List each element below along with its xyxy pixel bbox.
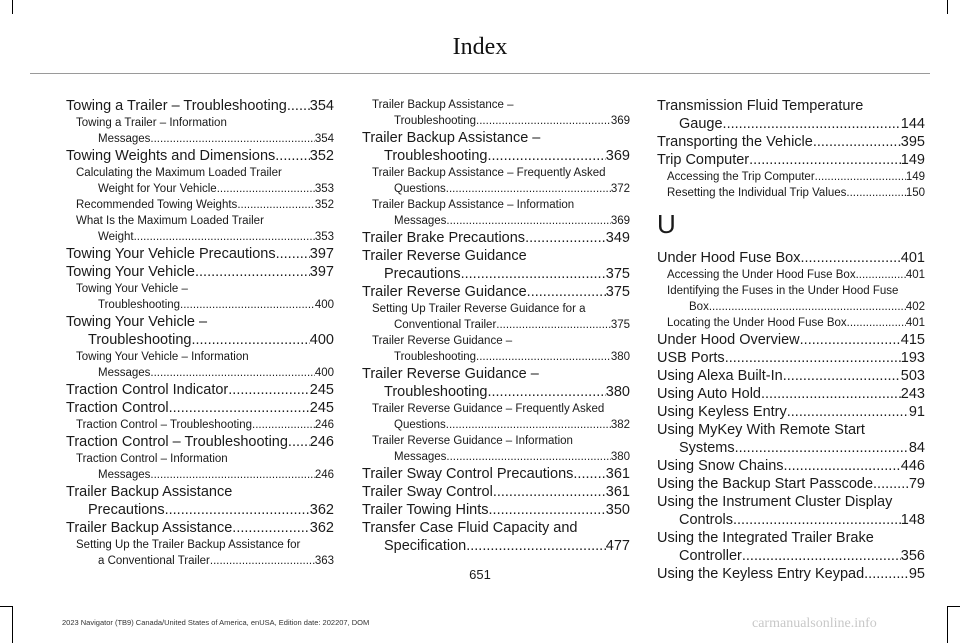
dot-leader <box>232 519 310 537</box>
index-subentry[interactable] <box>362 433 630 465</box>
dot-leader <box>134 229 315 245</box>
index-page-ref[interactable]: 79 <box>908 476 925 492</box>
index-entry-text: Systems <box>679 440 735 456</box>
dot-leader <box>761 385 901 403</box>
index-entry-text: Using the Instrument Cluster Display <box>657 494 893 510</box>
index-page-ref[interactable]: 382 <box>610 419 630 431</box>
index-entry[interactable] <box>657 133 925 151</box>
index-section-letter: U <box>657 209 676 239</box>
index-entry-text: Trailer Backup Assistance – <box>362 130 541 146</box>
index-entry[interactable] <box>362 365 630 401</box>
index-entry-text: Using Auto Hold <box>657 386 761 402</box>
index-entry[interactable] <box>657 331 925 349</box>
index-entry-text: Using the Integrated Trailer Brake <box>657 530 874 546</box>
dot-leader <box>461 265 606 283</box>
dot-leader <box>749 151 901 169</box>
index-entry-text: Trailer Brake Precautions <box>362 230 526 246</box>
index-entry-text: Precautions <box>88 502 165 518</box>
index-page-ref[interactable]: 356 <box>900 548 925 564</box>
index-subentry[interactable] <box>362 165 630 197</box>
index-entry[interactable] <box>657 421 925 457</box>
page-title: Index <box>452 34 508 60</box>
index-entry[interactable] <box>362 519 630 555</box>
index-column-3 <box>657 97 925 583</box>
index-entry[interactable] <box>657 457 925 475</box>
index-entry-text: Trailer Reverse Guidance – <box>362 366 539 382</box>
index-page-ref[interactable]: 375 <box>605 284 630 300</box>
index-subentry[interactable] <box>657 267 925 283</box>
crop-mark-bottom-right-h <box>948 606 960 607</box>
index-page-ref[interactable]: 150 <box>905 187 925 199</box>
index-subentry[interactable] <box>66 115 334 147</box>
dot-leader <box>476 349 611 365</box>
index-page-ref[interactable]: 372 <box>610 183 630 195</box>
index-entry-text: What Is the Maximum Loaded Trailer <box>76 215 264 227</box>
index-page-ref[interactable]: 245 <box>309 400 334 416</box>
index-page-ref[interactable]: 402 <box>905 301 925 313</box>
index-entry-text: Trailer Backup Assistance – Information <box>372 199 575 211</box>
index-entry-text: Messages <box>98 469 151 481</box>
index-entry-text: Calculating the Maximum Loaded Trailer <box>76 167 282 179</box>
index-page-ref[interactable]: 352 <box>314 199 334 211</box>
index-entry-text: Trailer Backup Assistance – Frequently Asked <box>372 167 606 179</box>
index-page-ref[interactable]: 246 <box>309 434 334 450</box>
index-entry[interactable] <box>66 147 334 165</box>
index-page-ref[interactable]: 84 <box>908 440 925 456</box>
index-entry[interactable] <box>66 97 334 115</box>
dot-leader <box>287 97 310 115</box>
index-entry-text: Trailer Reverse Guidance – Information <box>372 435 573 447</box>
index-subentry[interactable] <box>362 301 630 333</box>
dot-leader <box>191 331 309 349</box>
index-page-ref[interactable]: 375 <box>610 319 630 331</box>
index-page-ref[interactable]: 353 <box>314 231 334 243</box>
index-entry-text: Messages <box>394 451 447 463</box>
index-entry-text: Messages <box>394 215 447 227</box>
index-page-ref[interactable]: 352 <box>309 148 334 164</box>
index-entry-text: Questions <box>394 183 446 195</box>
index-entry-text: Towing a Trailer – Troubleshooting <box>66 98 287 114</box>
index-entry-text: Using the Keyless Entry Keypad <box>657 566 865 582</box>
dot-leader <box>573 465 605 483</box>
index-entry-text: Troubleshooting <box>394 115 477 127</box>
dot-leader <box>276 245 310 263</box>
crop-mark-top-right-v <box>947 0 948 14</box>
index-entry-text: Specification <box>384 538 467 554</box>
dot-leader <box>150 365 314 381</box>
dot-leader <box>217 181 315 197</box>
index-page-ref[interactable]: 400 <box>314 299 334 311</box>
index-entry[interactable] <box>657 385 925 403</box>
index-entry-text: Traction Control Indicator <box>66 382 229 398</box>
page-number: 651 <box>469 567 491 582</box>
index-subentry[interactable] <box>66 197 334 213</box>
index-entry[interactable] <box>657 349 925 367</box>
dot-leader <box>846 185 905 201</box>
index-page-ref[interactable]: 362 <box>309 502 334 518</box>
index-page-ref[interactable]: 401 <box>905 317 925 329</box>
index-subentry[interactable] <box>657 315 925 331</box>
dot-leader <box>723 115 901 133</box>
dot-leader <box>150 131 314 147</box>
index-page-ref[interactable]: 503 <box>900 368 925 384</box>
watermark: carmanualsonline.info <box>752 616 877 631</box>
index-entry[interactable] <box>66 313 334 349</box>
crop-mark-bottom-left-v <box>12 606 13 643</box>
index-entry[interactable] <box>657 367 925 385</box>
dot-leader <box>487 383 605 401</box>
index-page-ref[interactable]: 144 <box>900 116 925 132</box>
index-entry-text: Using MyKey With Remote Start <box>657 422 865 438</box>
index-entry-text: Traction Control <box>66 400 169 416</box>
index-entry[interactable] <box>657 529 925 565</box>
index-entry[interactable] <box>362 283 630 301</box>
index-entry-text: Accessing the Trip Computer <box>667 171 815 183</box>
dot-leader <box>800 249 900 267</box>
index-entry[interactable] <box>362 501 630 519</box>
dot-leader <box>446 181 611 197</box>
index-entry-text: Towing Your Vehicle Precautions <box>66 246 276 262</box>
index-page-ref[interactable]: 349 <box>605 230 630 246</box>
dot-leader <box>275 147 310 165</box>
index-entry-text: Accessing the Under Hood Fuse Box <box>667 269 856 281</box>
index-entry-text: Using the Backup Start Passcode <box>657 476 874 492</box>
dot-leader <box>496 317 611 333</box>
index-entry-text: Towing Weights and Dimensions <box>66 148 276 164</box>
index-entry-text: Troubleshooting <box>384 384 488 400</box>
index-subentry[interactable] <box>362 197 630 229</box>
index-page-ref[interactable]: 246 <box>314 419 334 431</box>
index-entry-text: Under Hood Fuse Box <box>657 250 801 266</box>
dot-leader <box>252 417 315 433</box>
index-entry[interactable] <box>657 403 925 421</box>
index-page-ref[interactable]: 148 <box>900 512 925 528</box>
index-entry-text: Transmission Fluid Temperature <box>657 98 864 114</box>
index-entry-text: Identifying the Fuses in the Under Hood Fuse <box>667 285 899 297</box>
index-page-ref[interactable]: 354 <box>314 133 334 145</box>
index-entry[interactable] <box>362 229 630 247</box>
index-entry-text: Troubleshooting <box>384 148 488 164</box>
index-entry-text: Weight for Your Vehicle <box>98 183 217 195</box>
index-page-ref[interactable]: 397 <box>309 246 334 262</box>
index-entry[interactable] <box>362 247 630 283</box>
index-subentry[interactable] <box>66 349 334 381</box>
dot-leader <box>476 113 611 129</box>
index-subentry[interactable] <box>657 283 925 315</box>
index-entry[interactable] <box>66 263 334 281</box>
index-page-ref[interactable]: 243 <box>900 386 925 402</box>
index-entry[interactable] <box>362 483 630 501</box>
dot-leader <box>446 417 611 433</box>
index-entry-text: Trailer Backup Assistance – <box>372 99 514 111</box>
index-entry-text: Trip Computer <box>657 152 750 168</box>
index-entry-text: Transporting the Vehicle <box>657 134 813 150</box>
index-entry[interactable] <box>657 475 925 493</box>
index-entry-text: Messages <box>98 133 151 145</box>
index-subentry[interactable] <box>66 451 334 483</box>
index-entry-text: Trailer Backup Assistance <box>66 520 233 536</box>
dot-leader <box>489 501 606 519</box>
index-page-ref[interactable]: 401 <box>905 269 925 281</box>
index-entry[interactable] <box>657 97 925 133</box>
index-page-ref[interactable]: 361 <box>605 466 630 482</box>
dot-leader <box>783 367 901 385</box>
dot-leader <box>856 267 906 283</box>
index-entry-text: Under Hood Overview <box>657 332 800 348</box>
index-entry-text: Traction Control – Troubleshooting <box>66 434 288 450</box>
index-entry[interactable] <box>66 381 334 399</box>
index-entry-text: Setting Up the Trailer Backup Assistance for <box>76 539 301 551</box>
index-entry-text: Towing a Trailer – Information <box>76 117 227 129</box>
index-page-ref[interactable]: 246 <box>314 469 334 481</box>
index-page-ref[interactable]: 361 <box>605 484 630 500</box>
dot-leader <box>446 213 610 229</box>
index-entry-text: Trailer Sway Control <box>362 484 493 500</box>
index-page-ref[interactable]: 415 <box>900 332 925 348</box>
index-subentry[interactable] <box>362 333 630 365</box>
dot-leader <box>466 537 606 555</box>
index-page-ref[interactable]: 91 <box>908 404 925 420</box>
dot-leader <box>815 169 906 185</box>
index-subentry[interactable] <box>66 417 334 433</box>
dot-leader <box>487 147 605 165</box>
dot-leader <box>180 297 315 313</box>
index-entry-text: Trailer Towing Hints <box>362 502 489 518</box>
index-page-ref[interactable]: 400 <box>309 332 334 348</box>
index-page-ref[interactable]: 149 <box>900 152 925 168</box>
index-entry[interactable] <box>66 399 334 417</box>
index-subentry[interactable] <box>362 97 630 129</box>
dot-leader <box>527 283 606 301</box>
index-entry[interactable] <box>66 245 334 263</box>
index-entry-text: Troubleshooting <box>394 351 477 363</box>
index-entry-text: Trailer Reverse Guidance <box>362 248 527 264</box>
index-entry-text: Towing Your Vehicle – <box>76 283 188 295</box>
index-page-ref[interactable]: 369 <box>610 115 630 127</box>
index-entry-text: USB Ports <box>657 350 725 366</box>
dot-leader <box>725 349 901 367</box>
index-entry-text: Setting Up Trailer Reverse Guidance for a <box>372 303 586 315</box>
index-page-ref[interactable]: 193 <box>900 350 925 366</box>
index-entry-text: Towing Your Vehicle <box>66 264 195 280</box>
index-subentry[interactable] <box>66 213 334 245</box>
index-entry-text: Traction Control – Information <box>76 453 228 465</box>
index-entry-text: Transfer Case Fluid Capacity and <box>362 520 578 536</box>
footer-edition-text: 2023 Navigator (TB9) Canada/United States of America, enUSA, Edition date: 202207, DOM <box>62 618 370 627</box>
index-page-ref[interactable]: 245 <box>309 382 334 398</box>
index-entry-text: Traction Control – Troubleshooting <box>76 419 253 431</box>
index-page-ref[interactable]: 353 <box>314 183 334 195</box>
index-page-ref[interactable]: 369 <box>605 148 630 164</box>
index-entry[interactable] <box>657 493 925 529</box>
index-page-ref[interactable]: 380 <box>610 451 630 463</box>
index-entry-text: Resetting the Individual Trip Values <box>667 187 847 199</box>
index-subentry[interactable] <box>657 185 925 201</box>
index-subentry[interactable] <box>362 401 630 433</box>
index-entry-text: Gauge <box>679 116 723 132</box>
index-entry-text: Towing Your Vehicle – Information <box>76 351 249 363</box>
index-entry-text: Troubleshooting <box>88 332 192 348</box>
index-entry-text: Trailer Sway Control Precautions <box>362 466 574 482</box>
index-entry-text: Box <box>689 301 709 313</box>
dot-leader <box>195 263 310 281</box>
index-entry[interactable] <box>66 519 334 537</box>
index-entry-text: Troubleshooting <box>98 299 181 311</box>
index-page-ref[interactable]: 363 <box>314 555 334 567</box>
index-page-ref[interactable]: 401 <box>900 250 925 266</box>
dot-leader <box>847 315 906 331</box>
index-page-ref[interactable]: 477 <box>605 538 630 554</box>
crop-mark-bottom-right-v <box>947 606 948 643</box>
index-entry-text: Conventional Trailer <box>394 319 497 331</box>
index-column-1 <box>66 97 334 569</box>
dot-leader <box>784 457 901 475</box>
index-page-ref[interactable]: 446 <box>900 458 925 474</box>
index-entry-text: Recommended Towing Weights <box>76 199 238 211</box>
index-page-ref[interactable]: 397 <box>309 264 334 280</box>
index-entry-text: Locating the Under Hood Fuse Box <box>667 317 847 329</box>
dot-leader <box>446 449 610 465</box>
index-page-ref[interactable]: 149 <box>905 171 925 183</box>
dot-leader <box>742 547 901 565</box>
index-entry-text: Precautions <box>384 266 461 282</box>
index-page-ref[interactable]: 400 <box>314 367 334 379</box>
dot-leader <box>165 501 310 519</box>
index-subentry[interactable] <box>66 165 334 197</box>
index-page-ref[interactable]: 354 <box>309 98 334 114</box>
dot-leader <box>709 299 906 315</box>
index-entry-text: Trailer Reverse Guidance – Frequently Asked <box>372 403 605 415</box>
dot-leader <box>800 331 901 349</box>
index-entry-text: Towing Your Vehicle – <box>66 314 208 330</box>
index-entry-text: Messages <box>98 367 151 379</box>
index-entry-text: Using Snow Chains <box>657 458 784 474</box>
dot-leader <box>735 439 909 457</box>
index-entry-text: Trailer Reverse Guidance <box>362 284 527 300</box>
index-entry[interactable] <box>657 249 925 267</box>
index-entry-text: Controls <box>679 512 733 528</box>
crop-mark-top-left-v <box>12 0 13 14</box>
index-subentry[interactable] <box>66 281 334 313</box>
index-page-ref[interactable]: 375 <box>605 266 630 282</box>
index-page-ref[interactable]: 95 <box>908 566 925 582</box>
index-entry-text: Questions <box>394 419 446 431</box>
dot-leader <box>873 475 909 493</box>
index-entry[interactable] <box>66 433 334 451</box>
index-page-ref[interactable]: 395 <box>900 134 925 150</box>
index-entry-text: Trailer Reverse Guidance – <box>372 335 513 347</box>
crop-mark-bottom-left-h <box>0 606 12 607</box>
dot-leader <box>733 511 901 529</box>
dot-leader <box>525 229 606 247</box>
index-entry-text: a Conventional Trailer <box>98 555 210 567</box>
index-page-ref[interactable]: 369 <box>610 215 630 227</box>
index-entry[interactable] <box>362 129 630 165</box>
dot-leader <box>787 403 909 421</box>
index-page-ref[interactable]: 380 <box>610 351 630 363</box>
dot-leader <box>288 433 310 451</box>
index-entry-text: Controller <box>679 548 742 564</box>
index-entry-text: Using Keyless Entry <box>657 404 787 420</box>
dot-leader <box>228 381 310 399</box>
index-entry[interactable] <box>657 151 925 169</box>
index-page-ref[interactable]: 362 <box>309 520 334 536</box>
dot-leader <box>150 467 314 483</box>
index-page-ref[interactable]: 380 <box>605 384 630 400</box>
index-page-ref[interactable]: 350 <box>605 502 630 518</box>
index-entry-text: Weight <box>98 231 134 243</box>
index-entry[interactable] <box>362 465 630 483</box>
header-rule <box>30 73 930 74</box>
index-entry-text: Using Alexa Built-In <box>657 368 783 384</box>
dot-leader <box>813 133 901 151</box>
dot-leader <box>237 197 315 213</box>
dot-leader <box>493 483 606 501</box>
index-entry[interactable] <box>66 483 334 519</box>
index-subentry[interactable] <box>66 537 334 569</box>
index-entry-text: Trailer Backup Assistance <box>66 484 233 500</box>
index-subentry[interactable] <box>657 169 925 185</box>
dot-leader <box>169 399 310 417</box>
index-column-2 <box>362 97 630 555</box>
